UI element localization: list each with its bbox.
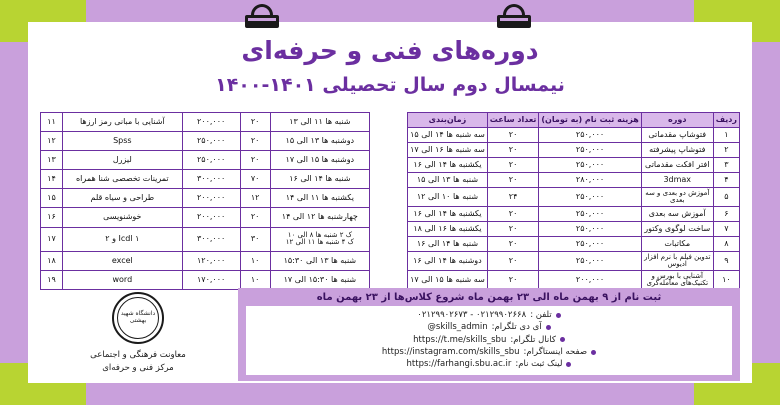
cell-schedule: شنبه ها ۱۰ الی ۱۲ xyxy=(408,188,488,207)
cell-row-no: ۱۰ xyxy=(713,271,739,290)
table-row xyxy=(408,237,740,252)
cell-row-no: ۶ xyxy=(713,207,739,222)
cell-schedule: شنبه ها ۱۳ الی ۱۵ xyxy=(408,173,488,188)
paper-clip-icon-right xyxy=(497,4,531,34)
cell-price: ۱۷۰,۰۰۰ xyxy=(182,270,240,289)
cell-hours: ۱۲ xyxy=(240,189,270,208)
cell-schedule: دوشنبه ها ۱۵ الی ۱۷ xyxy=(270,151,369,170)
cell-row-no: ۳ xyxy=(713,158,739,173)
cell-course: طراحی و سیاه قلم xyxy=(63,189,183,208)
cell-price: ۲۵۰,۰۰۰ xyxy=(539,237,641,252)
cell-hours: ۲۰ xyxy=(240,208,270,227)
poster-title-block xyxy=(0,34,780,96)
cell-schedule-line-1: ک ۲ شنبه ها ۸ الی ۱۰ xyxy=(287,231,352,240)
cell-schedule: سه شنبه ها ۱۵ الی ۱۷ xyxy=(408,271,488,290)
cell-course: آشنایی با بورس و تکنیک‌های معامله‌گری xyxy=(641,271,713,290)
contact-value-instagram[interactable]: https://instagram.com/skills_sbu xyxy=(381,346,520,357)
cell-hours: ۲۰ xyxy=(487,271,539,290)
cell-schedule-line-2: ک ۴ شنبه ها ۱۱ الی ۱۲ xyxy=(285,238,354,247)
cell-hours: ۲۴ xyxy=(487,188,539,207)
cell-row-no: ۲ xyxy=(713,143,739,158)
contact-row-registration-link[interactable] xyxy=(252,358,726,370)
bullet-icon xyxy=(546,325,551,330)
cell-hours: ۲۰ xyxy=(487,158,539,173)
course-table-secondary xyxy=(40,112,370,290)
course-tables xyxy=(40,112,740,290)
university-seal-icon xyxy=(112,292,164,344)
cell-course: فتوشاپ مقدماتی xyxy=(641,128,713,143)
cell-course: مکاتبات xyxy=(641,237,713,252)
cell-row-no: ۱۱ xyxy=(41,113,63,132)
cell-hours: ۲۰ xyxy=(240,151,270,170)
table-row xyxy=(408,143,740,158)
table-row xyxy=(41,113,370,132)
university-caption xyxy=(48,349,228,375)
university-seal-text: دانشگاه شهید بهشتی xyxy=(117,297,159,339)
cell-row-no: ۴ xyxy=(713,173,739,188)
contact-label-registration-link: لینک ثبت نام: xyxy=(515,359,563,370)
cell-course: ساخت لوگوی وکتور xyxy=(641,222,713,237)
cell-course: آموزش سه بعدی xyxy=(641,207,713,222)
table-row xyxy=(41,208,370,227)
cell-schedule: یکشنبه ها ۱۱ الی ۱۴ xyxy=(270,189,369,208)
cell-price: ۲۵۰,۰۰۰ xyxy=(539,188,641,207)
footer-contact-box xyxy=(238,288,740,381)
cell-course: Icdl ۱ و ۲ xyxy=(63,227,183,251)
cell-course: لیزرل xyxy=(63,151,183,170)
cell-row-no: ۱۴ xyxy=(41,170,63,189)
cell-schedule: دوشنبه ها ۱۳ الی ۱۵ xyxy=(270,132,369,151)
table-row xyxy=(41,227,370,251)
cell-price: ۲۰۰,۰۰۰ xyxy=(182,113,240,132)
bullet-icon xyxy=(560,337,565,342)
cell-schedule: شنبه ها ۱۴ الی ۱۶ xyxy=(408,237,488,252)
cell-course: آموزش دو بعدی و سه بعدی xyxy=(641,188,713,207)
cell-schedule: یکشنبه ها ۱۶ الی ۱۸ xyxy=(408,222,488,237)
cell-hours: ۲۰ xyxy=(487,173,539,188)
cell-price: ۲۵۰,۰۰۰ xyxy=(539,207,641,222)
header-schedule: زمان‌بندی xyxy=(408,113,488,128)
cell-price: ۱۲۰,۰۰۰ xyxy=(182,251,240,270)
header-price: هزینه ثبت نام (به تومان) xyxy=(539,113,641,128)
table-row xyxy=(41,251,370,270)
cell-course: افتر افکت مقدماتی xyxy=(641,158,713,173)
header-row-no: ردیف xyxy=(713,113,739,128)
cell-price: ۲۸۰,۰۰۰ xyxy=(539,173,641,188)
table-row xyxy=(41,132,370,151)
bullet-icon xyxy=(591,350,596,355)
cell-course: آشنایی با مبانی رمز ارزها xyxy=(63,113,183,132)
page-subtitle: نیمسال دوم سال تحصیلی ۱۴۰۱-۱۴۰۰ xyxy=(215,73,565,96)
cell-course: 3dmax xyxy=(641,173,713,188)
cell-price: ۲۵۰,۰۰۰ xyxy=(539,128,641,143)
cell-schedule: شنبه ها ۱۵:۳۰ الی ۱۷ xyxy=(270,270,369,289)
cell-schedule: شنبه ها ۱۱ الی ۱۳ xyxy=(270,113,369,132)
course-table-primary xyxy=(407,112,740,290)
cell-course: Spss xyxy=(63,132,183,151)
cell-row-no: ۱۲ xyxy=(41,132,63,151)
bullet-icon xyxy=(556,313,561,318)
cell-price: ۲۰۰,۰۰۰ xyxy=(182,189,240,208)
contact-row-telegram-channel[interactable] xyxy=(252,334,726,346)
table-row xyxy=(408,173,740,188)
cell-price: ۲۵۰,۰۰۰ xyxy=(539,222,641,237)
cell-row-no: ۸ xyxy=(713,237,739,252)
cell-hours: ۲۰ xyxy=(487,237,539,252)
contact-row-telegram-id[interactable] xyxy=(252,321,726,333)
table-row xyxy=(408,158,740,173)
contact-label-telegram-channel: کانال تلگرام: xyxy=(510,334,556,345)
cell-schedule: شنبه ها ۱۳ الی ۱۵:۳۰ xyxy=(270,251,369,270)
cell-course: خوشنویسی xyxy=(63,208,183,227)
cell-hours: ۲۰ xyxy=(240,113,270,132)
cell-hours: ۲۰ xyxy=(487,207,539,222)
cell-course: excel xyxy=(63,251,183,270)
table-row xyxy=(408,128,740,143)
cell-hours: ۱۰ xyxy=(240,270,270,289)
cell-row-no: ۱۶ xyxy=(41,208,63,227)
cell-price: ۳۰۰,۰۰۰ xyxy=(182,227,240,251)
contact-value-telegram-channel[interactable]: https://t.me/skills_sbu xyxy=(413,334,507,345)
header-course: دوره xyxy=(641,113,713,128)
cell-schedule: دوشنبه ها ۱۴ الی ۱۶ xyxy=(408,252,488,271)
table-row xyxy=(408,207,740,222)
cell-price: ۲۵۰,۰۰۰ xyxy=(182,151,240,170)
cell-row-no: ۱۹ xyxy=(41,270,63,289)
cell-schedule: چهارشنبه ها ۱۲ الی ۱۴ xyxy=(270,208,369,227)
bullet-icon xyxy=(566,362,571,367)
cell-hours: ۷۰ xyxy=(240,170,270,189)
cell-schedule: یکشنبه ها ۱۴ الی ۱۶ xyxy=(408,207,488,222)
cell-hours: ۲۰ xyxy=(487,252,539,271)
cell-price: ۲۵۰,۰۰۰ xyxy=(539,252,641,271)
cell-course: word xyxy=(63,270,183,289)
header-hours: تعداد ساعت xyxy=(487,113,539,128)
cell-schedule: سه شنبه ها ۱۶ الی ۱۷ xyxy=(408,143,488,158)
table-row xyxy=(41,189,370,208)
cell-row-no: ۷ xyxy=(713,222,739,237)
cell-row-no: ۱۵ xyxy=(41,189,63,208)
table-row xyxy=(408,252,740,271)
cell-price: ۲۰۰,۰۰۰ xyxy=(182,208,240,227)
table-row xyxy=(408,271,740,290)
cell-schedule: یکشنبه ها ۱۴ الی ۱۶ xyxy=(408,158,488,173)
cell-schedule: شنبه ها ۱۴ الی ۱۶ xyxy=(270,170,369,189)
cell-schedule: سه شنبه ها ۱۴ الی ۱۵ xyxy=(408,128,488,143)
registration-dates: ثبت نام از ۹ بهمن ماه الی ۲۳ بهمن ماه شروع کلاس‌ها از ۲۳ بهمن ماه xyxy=(316,292,662,303)
university-caption-line-1: معاونت فرهنگی و اجتماعی xyxy=(90,350,186,360)
table-row xyxy=(408,188,740,207)
cell-hours: ۲۰ xyxy=(487,143,539,158)
contact-label-instagram: صفحه اینستاگرام: xyxy=(523,346,588,357)
cell-price: ۲۰۰,۰۰۰ xyxy=(539,271,641,290)
cell-hours: ۱۰ xyxy=(240,251,270,270)
cell-row-no: ۱۷ xyxy=(41,227,63,251)
cell-course: تدوین فیلم با نرم افزار ادیوس xyxy=(641,252,713,271)
page-title: دوره‌های فنی و حرفه‌ای xyxy=(241,36,539,65)
cell-row-no: ۵ xyxy=(713,188,739,207)
cell-course: فتوشاپ پیشرفته xyxy=(641,143,713,158)
cell-row-no: ۱ xyxy=(713,128,739,143)
contact-value-registration-link[interactable]: https://farhangi.sbu.ac.ir xyxy=(406,359,512,370)
cell-price: ۳۰۰,۰۰۰ xyxy=(182,170,240,189)
contact-row-phone xyxy=(252,309,726,321)
table-row xyxy=(41,270,370,289)
cell-hours: ۲۰ xyxy=(487,128,539,143)
cell-hours: ۳۰ xyxy=(240,227,270,251)
university-branding xyxy=(48,292,228,375)
cell-row-no: ۱۸ xyxy=(41,251,63,270)
contact-value-telegram-id[interactable]: @skills_admin xyxy=(427,322,488,333)
contact-row-instagram[interactable] xyxy=(252,346,726,358)
contact-list xyxy=(246,306,732,375)
cell-row-no: ۱۳ xyxy=(41,151,63,170)
contact-label-telegram-id: آی دی تلگرام: xyxy=(491,322,542,333)
contact-value-phone: ۰۲۱۲۹۹۰۲۶۷۳ - ۰۲۱۲۹۹۰۲۶۶۸ xyxy=(417,310,527,320)
cell-price: ۲۵۰,۰۰۰ xyxy=(539,143,641,158)
table-row xyxy=(41,170,370,189)
table-row xyxy=(408,222,740,237)
cell-hours: ۲۰ xyxy=(487,222,539,237)
university-caption-line-2: مرکز فنی و حرفه‌ای xyxy=(102,362,174,373)
cell-price: ۲۵۰,۰۰۰ xyxy=(539,158,641,173)
paper-clip-icon-left xyxy=(245,4,279,34)
table-row xyxy=(41,151,370,170)
table-header-row xyxy=(408,113,740,128)
cell-price: ۲۵۰,۰۰۰ xyxy=(182,132,240,151)
contact-label-phone: تلفن : xyxy=(530,310,552,320)
cell-course: تمرینات تخصصی شنا همراه xyxy=(63,170,183,189)
cell-row-no: ۹ xyxy=(713,252,739,271)
cell-hours: ۲۰ xyxy=(240,132,270,151)
